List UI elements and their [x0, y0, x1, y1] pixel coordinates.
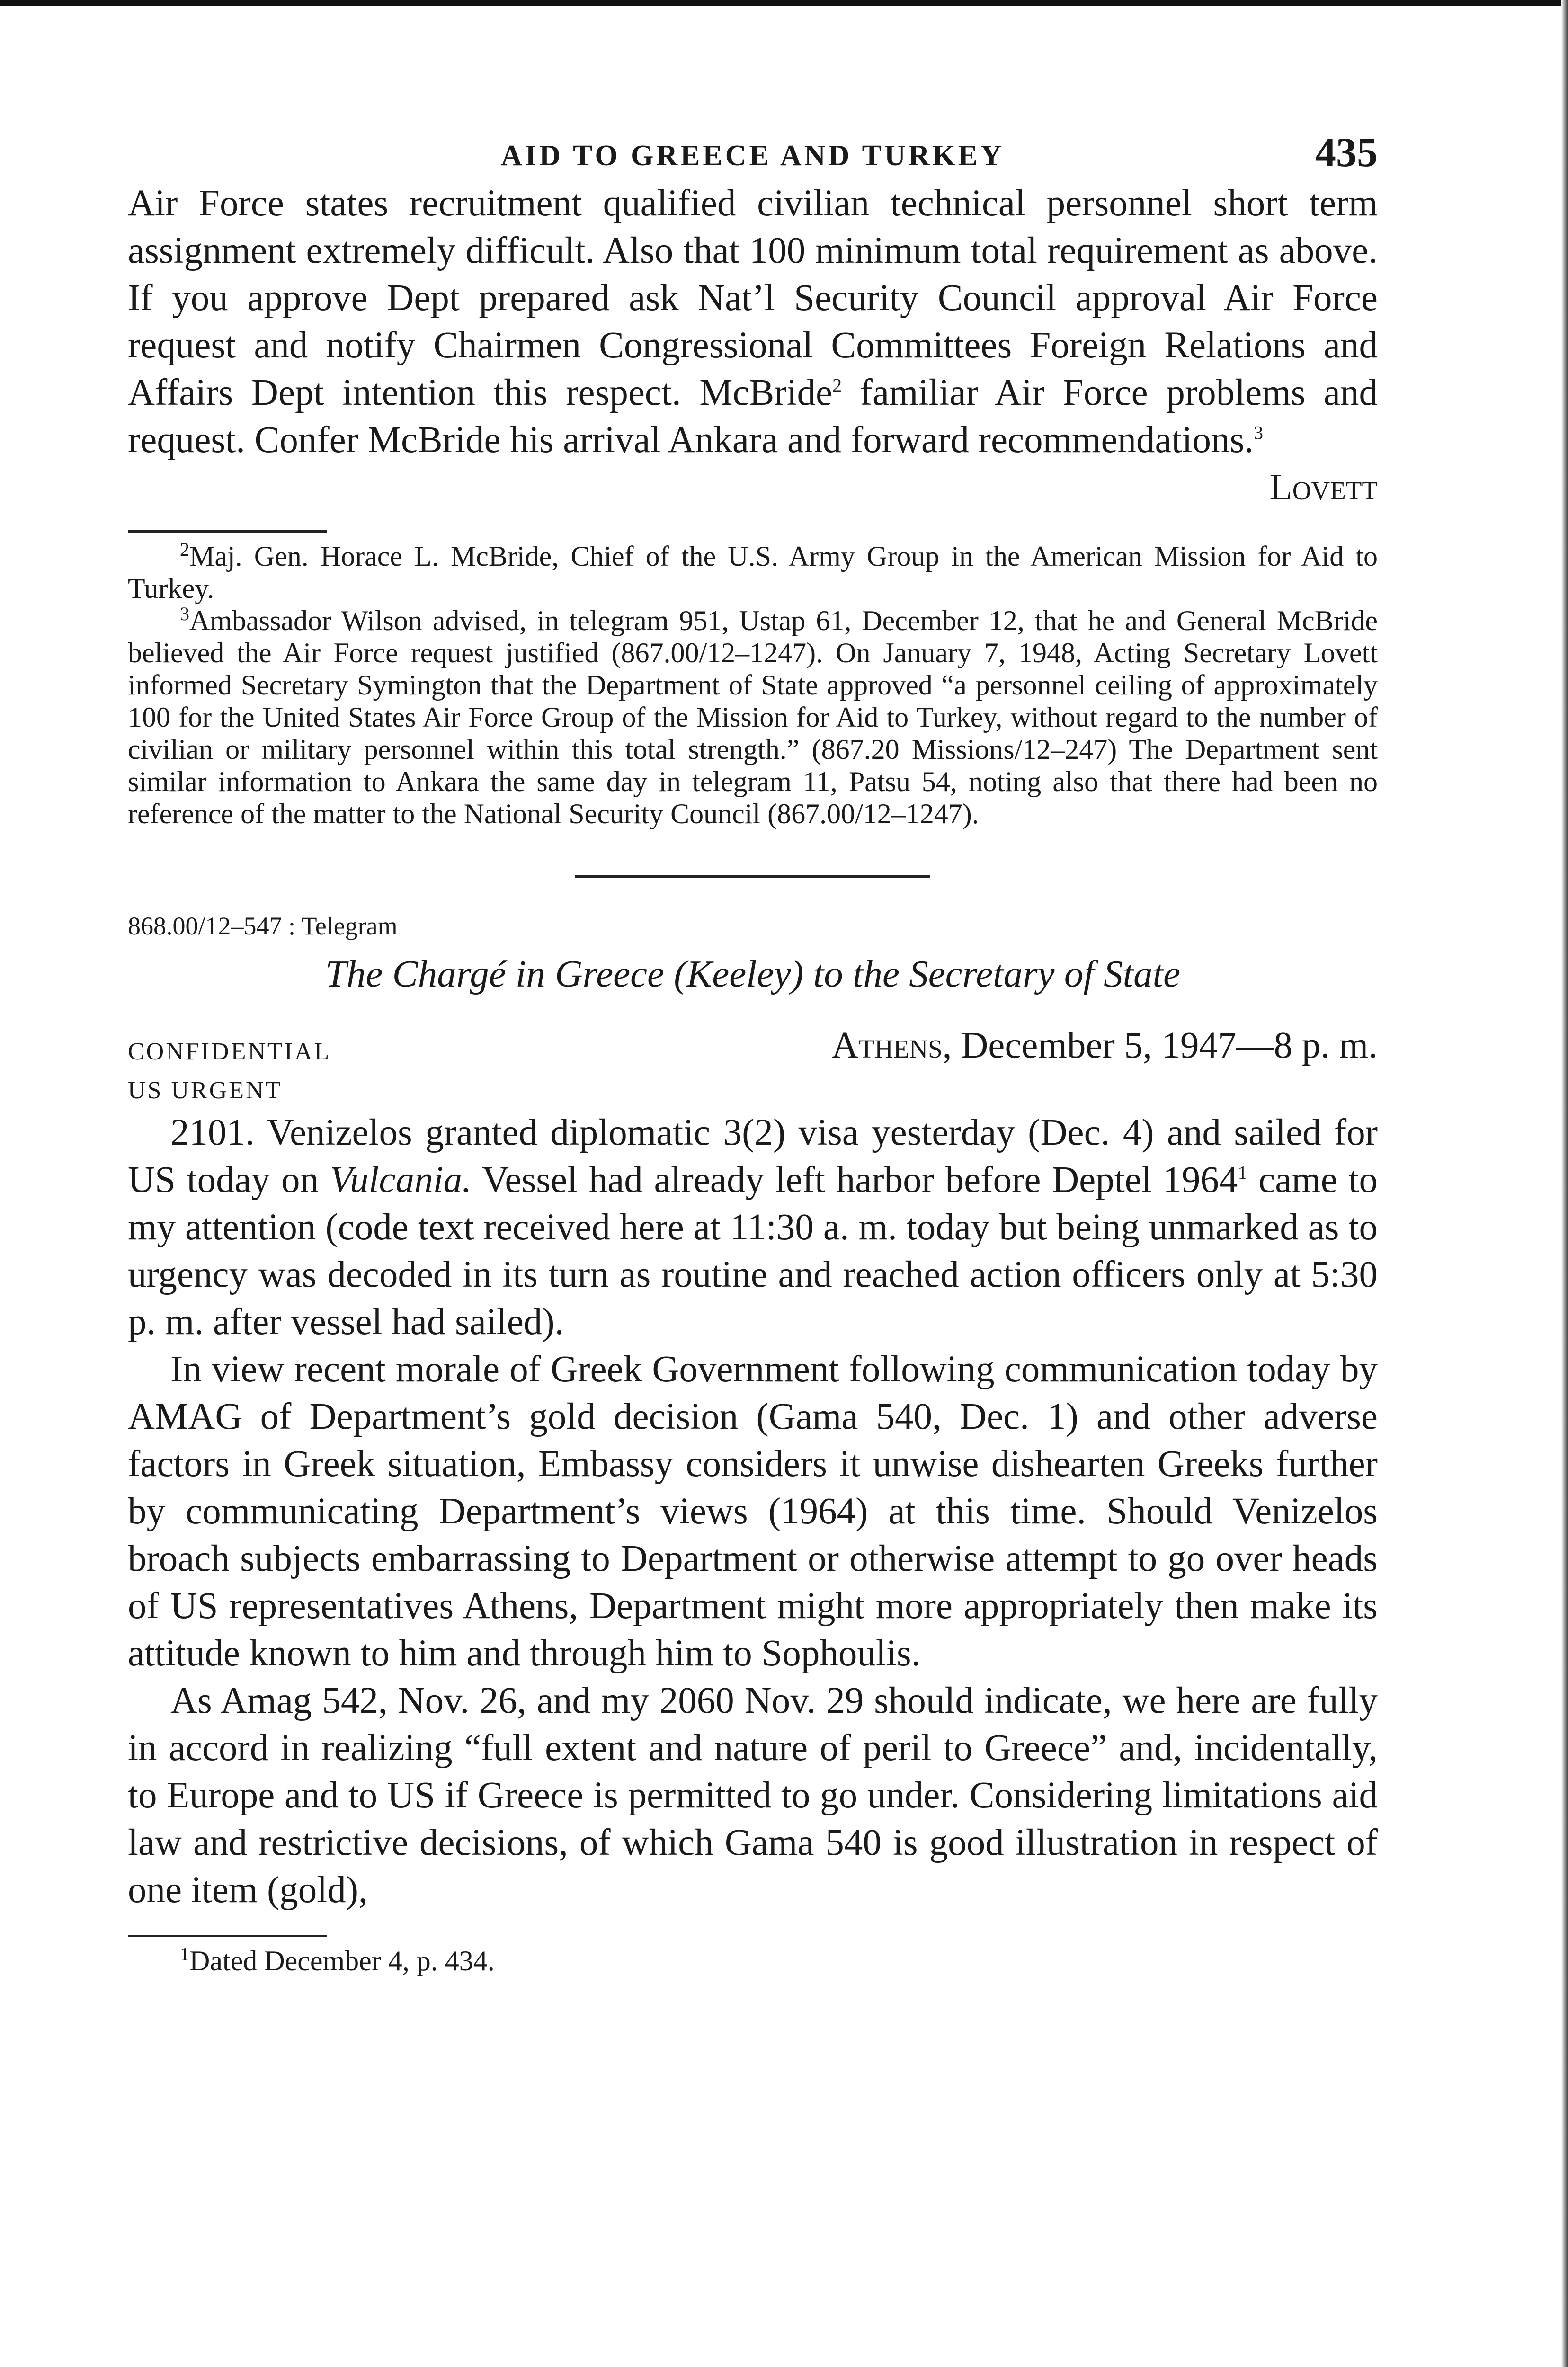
footnote-text-1: Dated December 4, p. 434.	[189, 1945, 495, 1976]
footnote-marker-2: 2	[180, 539, 189, 560]
file-reference: 868.00/12–547 : Telegram	[128, 912, 398, 940]
paragraph-1-text-b: Vessel had already left harbor before Deptel 1964	[471, 1159, 1238, 1201]
paragraph-1-text-a: 2101. Venizelos granted diplomatic 3(2) visa yesterday (Dec. 4) and sailed for US today on	[128, 1112, 1378, 1201]
footnote-rule-bottom	[128, 1935, 327, 1937]
dateline-date: , December 5, 1947—8 p. m.	[942, 1025, 1378, 1066]
footnotes-telegram	[128, 1945, 1378, 1977]
footnote-ref-2: 2	[832, 374, 842, 396]
footnote-marker-3: 3	[180, 603, 189, 624]
running-head	[128, 128, 1378, 180]
continuation-paragraph	[128, 180, 1378, 464]
document-page	[128, 128, 1378, 1977]
scan-top-edge	[0, 0, 1568, 6]
page-number: 435	[1315, 130, 1378, 176]
footnote-rule	[128, 530, 327, 533]
footnote-text-3: Ambassador Wilson advised, in telegram 951, Ustap 61, December 12, that he and General McBride believed the Air Force request justified (867.00/12–1247). On January 7, 1948, Acting Secretary Lovett informed Secretary Symington that the Department of State approved “a personnel ceiling of approximately 100 for the United States Air Force Group of the Mission for Aid to Turkey, without regard to the number of civilian or military personnel within this total strength.” (867.20 Missions/12–247) The Department sent similar information to Ankara the same day in telegram 11, Patsu 54, noting also that there had been no reference of the matter to the National Security Council (867.00/12–1247).	[128, 605, 1378, 829]
continuation-text-2: familiar Air Force problems and request. Confer McBride his arrival Ankara and forward recommendations.	[128, 372, 1378, 461]
telegram-header	[128, 1024, 1378, 1077]
continuation-text-1: Air Force states recruitment qualified civilian technical personnel short term assignment extremely difficult. Also that 100 minimum total requirement as above. If you approve Dept prepared ask Nat’l Security Council approval Air Force request and notify Chairmen Congressional Committees Foreign Relations and Affairs Dept intention this respect. McBride	[128, 183, 1378, 413]
telegram-paragraph-2: In view recent morale of Greek Government following communication today by AMAG of Department’s gold decision (Gama 540, Dec. 1) and other adverse factors in Greek situation, Embassy considers it unwise dishearten Greeks further by communicating Department’s views (1964) at this time. Should Venizelos broach subjects embarrassing to Department or otherwise attempt to go over heads of US representatives Athens, Department might more appropriately then make its attitude known to him and through him to Sophoulis.	[128, 1349, 1378, 1674]
telegram-paragraph-1	[128, 1109, 1378, 1346]
section-rule	[575, 875, 930, 878]
signature: Lovett	[1269, 467, 1378, 508]
footnote-ref-3: 3	[1254, 422, 1263, 444]
running-title: AID TO GREECE AND TURKEY	[501, 140, 1005, 172]
dateline	[831, 1024, 1378, 1067]
footnote-text-2: Maj. Gen. Horace L. McBride, Chief of the U.S. Army Group in the American Mission for Aid to Turkey.	[128, 541, 1378, 604]
footnote-3	[128, 605, 1378, 830]
document-title: The Chargé in Greece (Keeley) to the Secretary of State	[325, 952, 1181, 995]
telegram-paragraph-3: As Amag 542, Nov. 26, and my 2060 Nov. 29 should indicate, we here are fully in accord in realizing “full extent and nature of peril to Greece” and, incidentally, to Europe and to US if Greece is permitted to go under. Considering limitations aid law and restrictive decisions, of which Gama 540 is good illustration in respect of one item (gold),	[128, 1680, 1378, 1911]
footnote-1	[128, 1945, 1378, 1977]
classification-label: CONFIDENTIAL	[128, 1038, 331, 1065]
scan-right-edge	[1561, 0, 1568, 2367]
urgency-label: US URGENT	[128, 1077, 283, 1104]
vessel-name: Vulcania.	[330, 1159, 472, 1201]
footnotes-prior	[128, 540, 1378, 830]
footnote-marker-1: 1	[180, 1943, 189, 1965]
dateline-place: Athens	[831, 1025, 943, 1066]
footnote-2	[128, 540, 1378, 605]
footnote-ref-1: 1	[1238, 1162, 1247, 1184]
paragraph-1-text-c: came to my attention (code text received here at 11:30 a. m. today but being unmarked as to urgency was decoded in its turn as routine and reached action officers only at 5:30 p. m. after vessel had sailed).	[128, 1159, 1378, 1343]
